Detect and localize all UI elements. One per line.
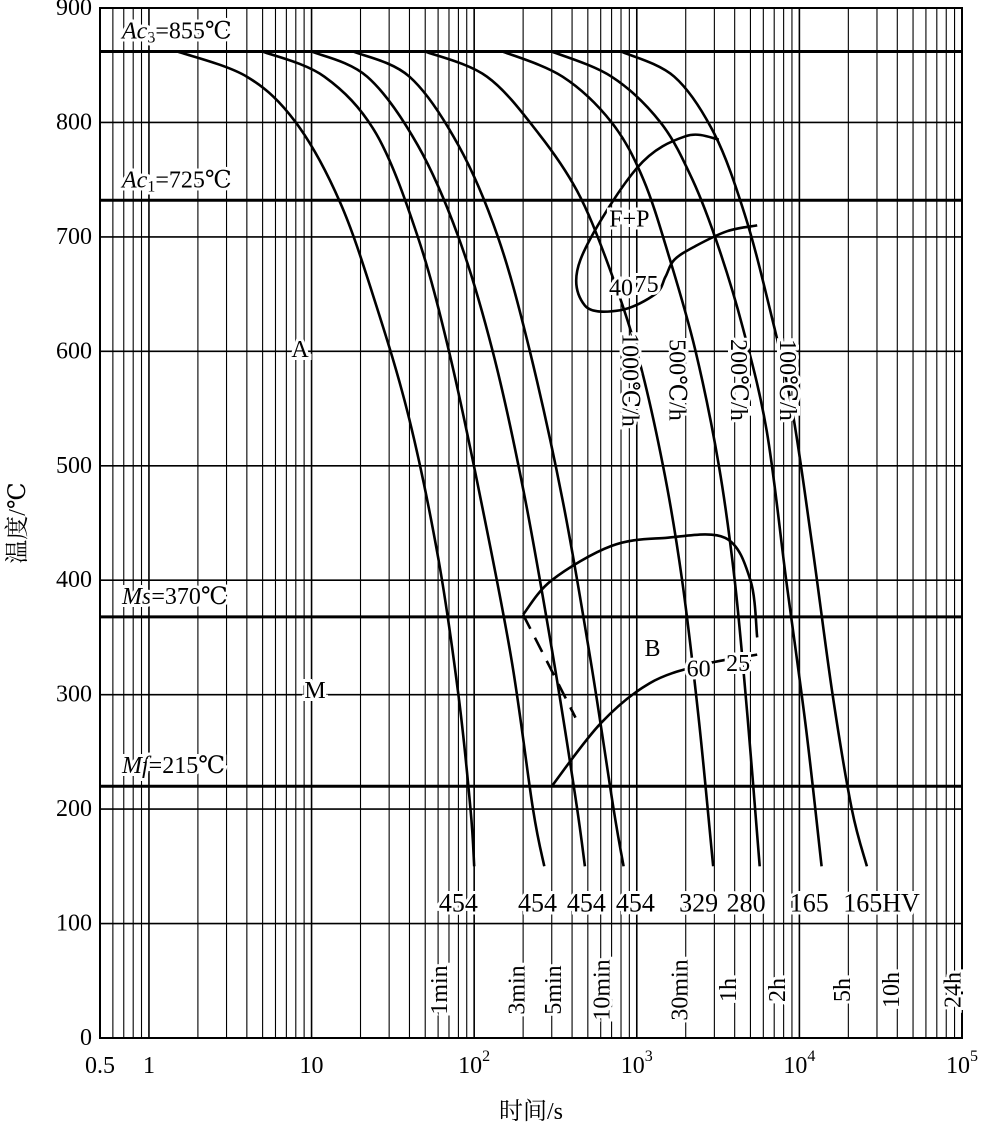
plot-frame (100, 8, 962, 1038)
critical-line-label: Mf=215℃ (122, 753, 226, 780)
hardness-label: 165 (789, 888, 829, 918)
phase-percent-label: 60 (686, 656, 711, 683)
time-marker-label: 1min (427, 965, 454, 1015)
axes (4, 0, 978, 1125)
cooling-curve (312, 52, 585, 867)
hardness-label: 454 (566, 888, 606, 918)
y-tick-label: 800 (56, 109, 92, 136)
time-marker-label: 1h (716, 978, 743, 1002)
y-tick-label: 600 (56, 338, 92, 365)
x-tick-label: 0.5 (85, 1053, 115, 1079)
x-tick-label: $10^3$ (620, 1047, 653, 1079)
x-tick-label: $10^4$ (783, 1047, 816, 1079)
y-tick-label: 100 (56, 910, 92, 937)
time-marker-label: 10h (878, 972, 905, 1008)
cooling-rate-label: 100℃/h (774, 339, 801, 421)
y-tick-label: 200 (56, 796, 92, 823)
cooling-curve (425, 52, 713, 867)
x-tick-label: 10 (299, 1053, 324, 1079)
y-tick-label: 0 (80, 1025, 92, 1051)
time-marker-label: 5min (540, 965, 567, 1015)
critical-line-label: $Ac_3=855℃$ (122, 18, 232, 46)
critical-temperature-lines (100, 18, 962, 786)
y-tick-label: 700 (56, 223, 92, 250)
y-tick-label: 400 (56, 567, 92, 594)
critical-line-label: Ms=370℃ (122, 583, 228, 610)
cooling-rate-label: 1000℃/h (616, 333, 643, 427)
x-tick-label: 1 (142, 1053, 155, 1079)
time-marker-label: 10min (589, 959, 616, 1021)
time-marker-label: 2h (765, 978, 792, 1002)
time-marker-label: 3min (504, 965, 531, 1015)
bainite-region-top (523, 534, 757, 637)
x-axis-title: 时间/s (498, 1099, 564, 1125)
hardness-label: 454 (438, 888, 478, 918)
cooling-curve (621, 52, 867, 867)
phase-percent-label: 25 (726, 650, 751, 677)
grid (100, 8, 962, 1038)
x-tick-label: $10^5$ (946, 1047, 978, 1079)
critical-line-label: $Ac_1=725℃$ (122, 167, 232, 195)
hardness-label: 454 (615, 888, 655, 918)
y-axis-title: 温度/℃ (5, 482, 31, 564)
time-marker-label: 5h (829, 978, 856, 1002)
plot-border (100, 8, 962, 1038)
y-tick-label: 300 (56, 681, 92, 708)
x-tick-label: $10^2$ (458, 1047, 491, 1079)
time-marker-label: 30min (667, 959, 694, 1021)
cooling-rate-label: 500℃/h (663, 339, 690, 421)
region-label: B (644, 635, 661, 662)
phase-percent-label: 75 (634, 271, 659, 298)
hardness-label: 329 (679, 888, 719, 918)
hardness-label: 454 (517, 888, 557, 918)
cooling-curve (552, 52, 822, 867)
cooling-rate-label: 200℃/h (725, 339, 752, 421)
region-label: F+P (609, 206, 650, 233)
region-label: M (304, 678, 326, 705)
y-tick-label: 500 (56, 452, 92, 479)
cooling-curve (263, 52, 545, 867)
time-marker-label: 24h (940, 972, 967, 1008)
hardness-label: 165HV (843, 888, 920, 918)
phase-percent-label: 40 (609, 275, 634, 302)
hardness-label: 280 (726, 888, 766, 918)
region-label: A (291, 337, 309, 364)
y-tick-label: 900 (56, 0, 92, 21)
